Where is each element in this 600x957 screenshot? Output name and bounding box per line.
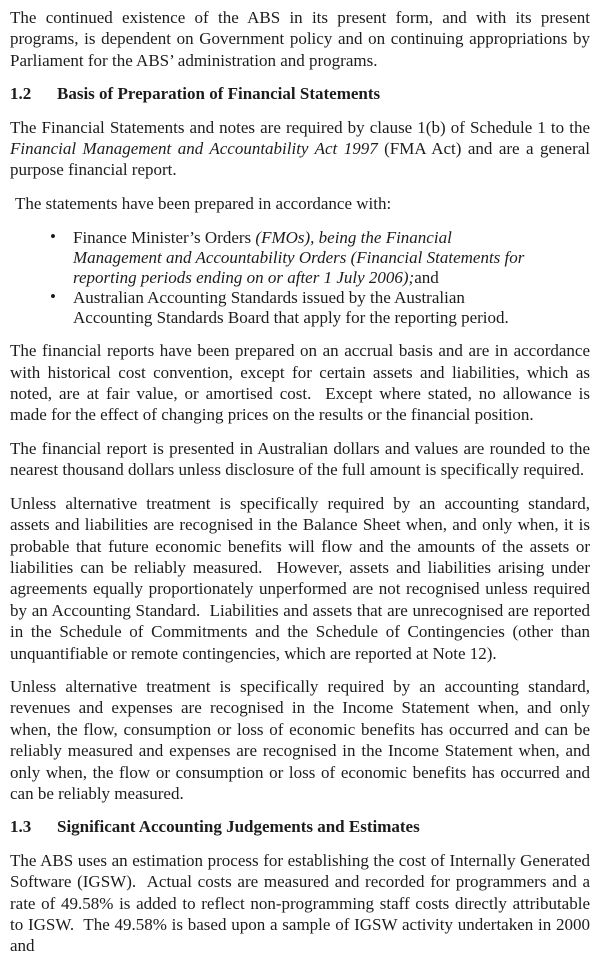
text-run-italic: (FMOs), being the Financial Management and Accountability Orders (Financial Statements for reporting periods ending on or after 1 July 2006); [73, 228, 529, 288]
text-run: Unless alternative treatment is specifically required by an accounting standard, assets and liabilities are recognised in the Balance Sheet when, and only when, it is probable that future economic benefits will flow and the amounts of the assets or liabilities can be reliably measured. However, assets and liabilities arising under agreements equally proportionately unperformed are not recognised unless required by an Accounting Standard. Liabilities and assets that are unrecognised are reported in the Schedule of Commitments and the Schedule of Contingencies (other than unquantifiable or remote contingencies, which are reported at Note 12). [10, 493, 595, 663]
section-number: 1.3 [10, 817, 32, 837]
section-number: 1.2 [10, 84, 32, 104]
section-heading-1-2 [10, 83, 590, 104]
text-run: Australian Accounting Standards issued by the Australian Accounting Standards Board that apply for the reporting period. [73, 288, 509, 328]
text-run: The financial reports have been prepared on an accrual basis and are in accordance with historical cost convention, except for certain assets and liabilities, which as noted, are at fair value, or amortised cost. Except where stated, no allowance is made for the effect of changing prices on the results or the financial position. [10, 341, 595, 425]
paragraph-continued-existence [10, 7, 595, 71]
paragraph-assets-liabilities-recognition [10, 493, 595, 664]
text-run: The financial report is presented in Australian dollars and values are rounded to the nearest thousand dollars unless disclosure of the full amount is specifically required. [10, 438, 595, 480]
section-heading-1-3 [10, 816, 590, 837]
text-run: Finance Minister’s Orders [73, 228, 256, 248]
text-run: Unless alternative treatment is specifically required by an accounting standard, revenues and expenses are recognised in the Income Statement when, and only when, the flow, consumption or loss of economic benefits has occurred and can be reliably measured and expenses are recognised in the Income Statement when, and only when, the flow or consumption or loss of economic benefits has occurred and can be reliably measured. [10, 676, 595, 803]
paragraph-statements-prepared [10, 193, 590, 214]
list-item-fmos [10, 228, 590, 288]
text-run: and [414, 268, 439, 288]
text-run: The continued existence of the ABS in its present form, and with its present programs, is dependent on Government policy and on continuing appropriations by Parliament for the ABS’ administration and programs. [10, 8, 595, 70]
paragraph-australian-dollars [10, 438, 595, 481]
text-run: The ABS uses an estimation process for establishing the cost of Internally Generated Software (IGSW). Actual costs are measured and recorded for programmers and a rate of 49.58% is added to reflect non-programming staff costs directly attributable to IGSW. The 49.58% is based upon a sample of IGSW activity undertaken in 2000 and [10, 850, 595, 956]
text-run: The statements have been prepared in accordance with: [15, 193, 392, 213]
paragraph-financial-statements-required [10, 117, 595, 181]
section-title: Significant Accounting Judgements and Estimates [57, 817, 420, 837]
bullet-list [10, 228, 590, 328]
text-run: The Financial Statements and notes are required by clause 1(b) of Schedule 1 to the [10, 117, 595, 137]
bullet-icon: • [50, 227, 56, 247]
paragraph-accrual-basis [10, 340, 595, 426]
paragraph-revenues-expenses-recognition [10, 676, 595, 804]
text-run-italic: Financial Management and Accountability Act 1997 [10, 139, 378, 159]
list-item-aas [10, 288, 590, 328]
section-title: Basis of Preparation of Financial Statements [57, 84, 381, 104]
text-run: (FMA Act) and are a general purpose financial report. [10, 139, 595, 180]
paragraph-igsw-estimation [10, 850, 595, 957]
bullet-icon: • [50, 287, 56, 307]
